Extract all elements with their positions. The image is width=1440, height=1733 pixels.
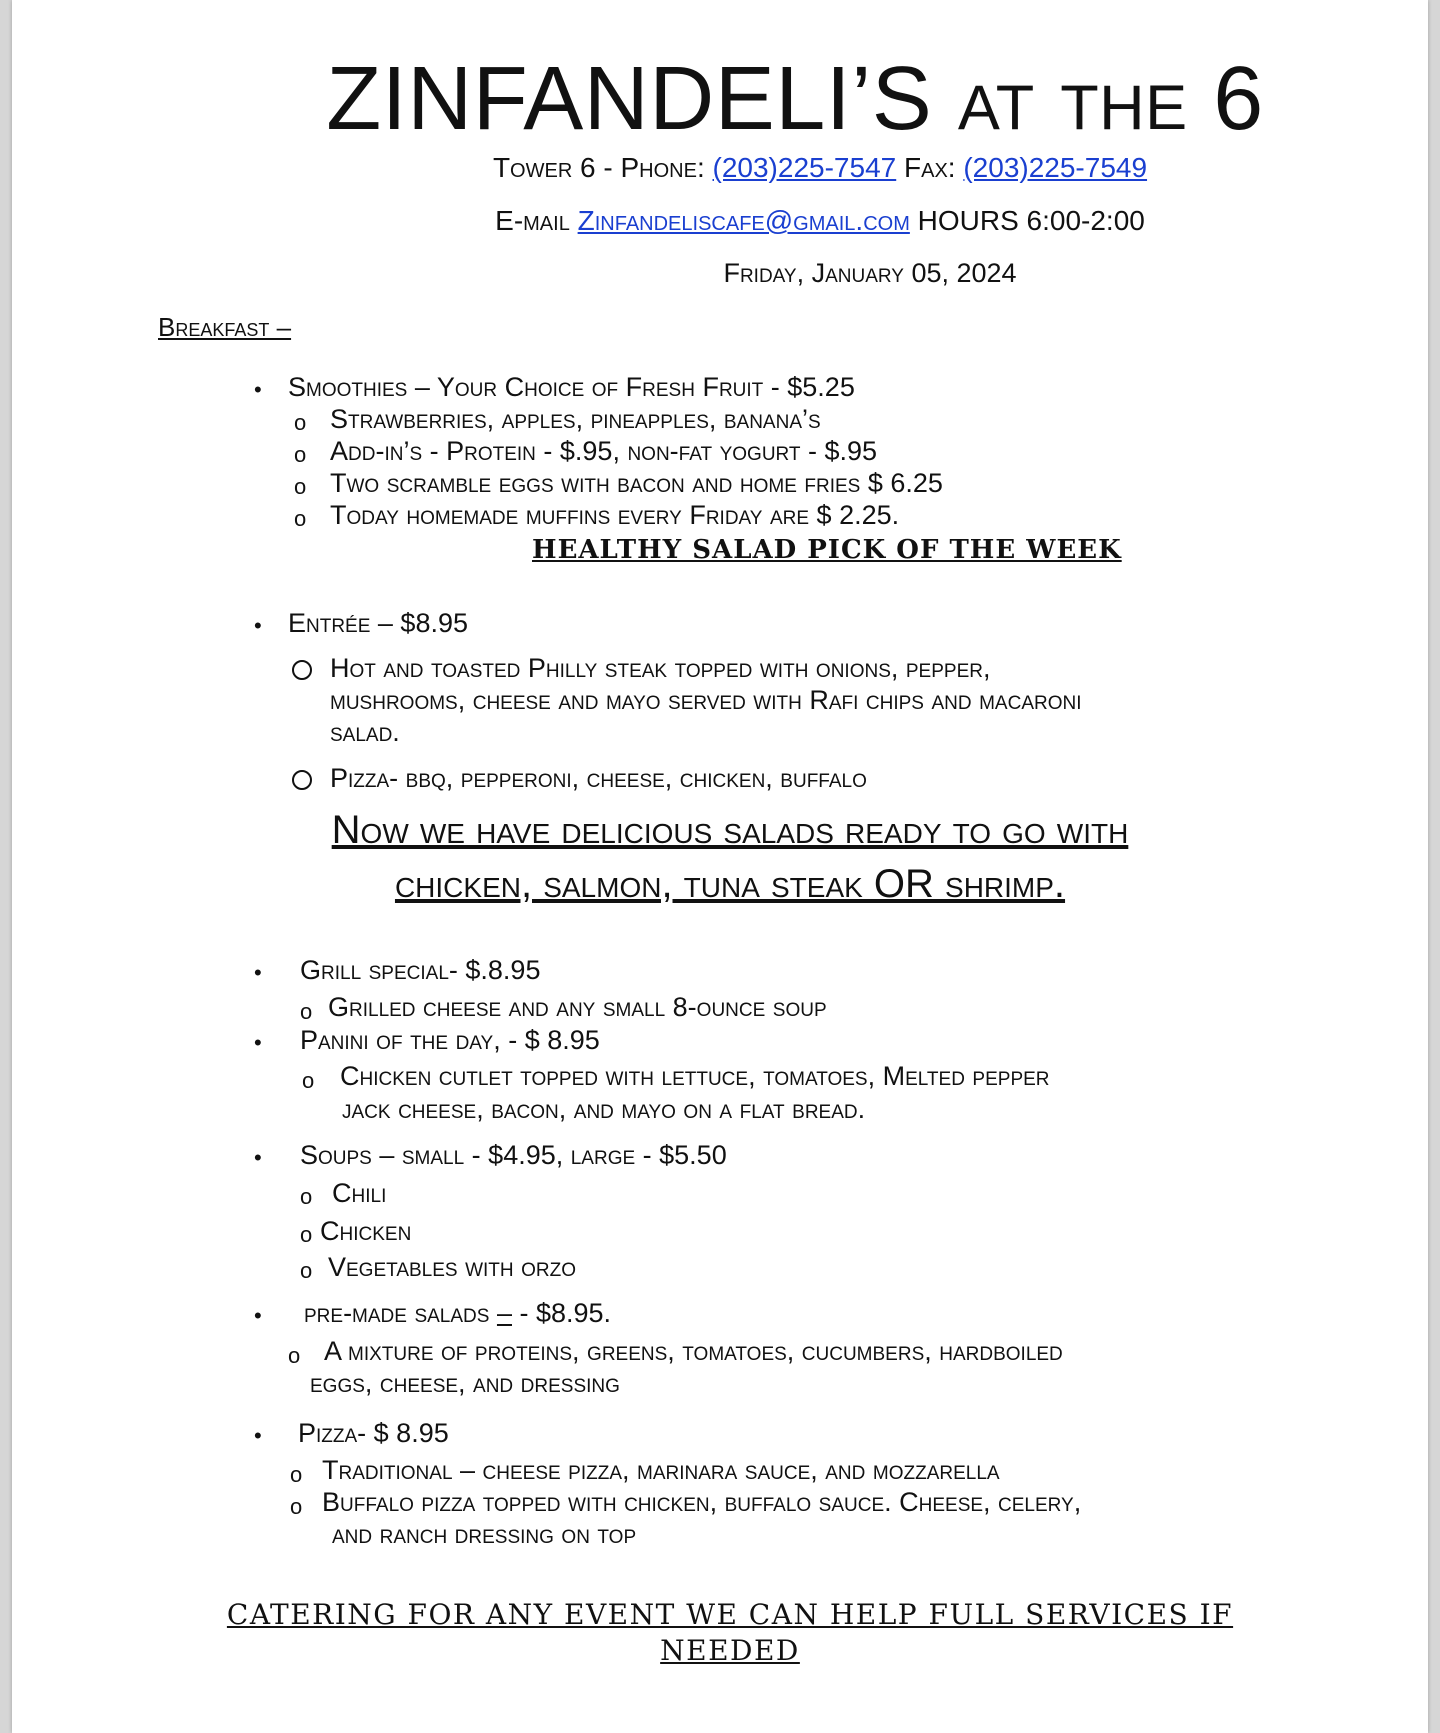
bullet-soups: • [254, 1145, 262, 1170]
circle-bullet: o [294, 442, 307, 467]
panini-sub-line-1: Chicken cutlet topped with lettuce, tomatoes, Melted pepper [340, 1061, 1050, 1091]
soups-item: Soups – small - $4.95, large - $5.50 [300, 1140, 727, 1170]
catering-note: CATERING FOR ANY EVENT WE CAN HELP FULL SERVICES IF NEEDED [226, 1598, 1234, 1668]
bullet-pizza: • [254, 1423, 262, 1448]
grill-sub: Grilled cheese and any small 8-ounce soup [328, 992, 827, 1022]
pizza-buffalo-line-1: Buffalo pizza topped with chicken, buffalo sauce. Cheese, celery, [322, 1487, 1082, 1517]
smoothies-sub-4: Today homemade muffins every Friday are $ 2.25. [330, 500, 900, 530]
smoothies-item: Smoothies – Your Choice of Fresh Fruit - $5.25 [288, 372, 855, 402]
circle-bullet: o [302, 1068, 315, 1093]
email-link[interactable]: Zinfandeliscafe@gmail.com [577, 205, 910, 236]
pizza-item: Pizza- $ 8.95 [298, 1418, 449, 1448]
fax-label: Fax: [904, 152, 956, 183]
panini-sub-line-2: jack cheese, bacon, and mayo on a flat bread. [342, 1094, 866, 1124]
healthy-salad-heading: HEALTHY SALAD PICK OF THE WEEK [532, 535, 1122, 565]
salads-dash: – [496, 1298, 512, 1328]
entree-sub-1-line-3: salad. [330, 717, 400, 747]
salads-banner-line-2: chicken, salmon, tuna steak OR shrimp. [394, 862, 1066, 906]
entree-sub-1-line-2: mushrooms, cheese and mayo served with Rafi chips and macaroni [330, 685, 1082, 715]
circle-bullet: o [294, 410, 307, 435]
smoothies-sub-2: Add-in’s - Protein - $.95, non-fat yogurt - $.95 [330, 436, 878, 466]
grill-item: Grill special- $.8.95 [300, 955, 541, 985]
salads-price: - $8.95. [511, 1298, 612, 1328]
pizza-traditional: Traditional – cheese pizza, marinara sauce, and mozzarella [322, 1455, 1000, 1485]
contact-line [12, 152, 1428, 184]
menu-page [12, 0, 1428, 1733]
entree-sub-2: Pizza- bbq, pepperoni, cheese, chicken, buffalo [330, 763, 867, 793]
circle-bullet: o [300, 1184, 313, 1209]
bullet-grill: • [254, 960, 262, 985]
phone-link[interactable]: (203)225-7547 [712, 152, 897, 183]
soup-vegetables: Vegetables with orzo [328, 1252, 577, 1282]
smoothies-sub-1: Strawberries, apples, pineapples, banana’s [330, 404, 821, 434]
circle-bullet-large [292, 660, 312, 680]
salads-item [304, 1298, 611, 1329]
email-label: E-mail [495, 205, 570, 236]
soup-chili: Chili [332, 1178, 387, 1208]
entree-sub-1-line-1: Hot and toasted Philly steak topped with onions, pepper, [330, 653, 991, 683]
menu-date: Friday, January 05, 2024 [723, 258, 1017, 288]
panini-item: Panini of the day, - $ 8.95 [300, 1025, 600, 1055]
circle-bullet: o [300, 1222, 313, 1247]
bullet-smoothies: • [254, 377, 262, 402]
bullet-entree: • [254, 613, 262, 638]
pizza-buffalo-line-2: and ranch dressing on top [332, 1519, 637, 1549]
circle-bullet: o [300, 999, 313, 1024]
circle-bullet: o [290, 1494, 303, 1519]
salads-sub-line-2: eggs, cheese, and dressing [310, 1368, 620, 1398]
page-title [12, 50, 1428, 149]
soup-chicken: Chicken [320, 1216, 412, 1246]
email-line [12, 205, 1428, 237]
fax-link[interactable]: (203)225-7549 [963, 152, 1148, 183]
salads-banner-line-1: Now we have delicious salads ready to go with [331, 808, 1129, 852]
circle-bullet: o [294, 474, 307, 499]
circle-bullet: o [294, 506, 307, 531]
circle-bullet: o [288, 1343, 301, 1368]
circle-bullet: o [300, 1258, 313, 1283]
hours-text: HOURS 6:00-2:00 [917, 205, 1145, 236]
bullet-salads: • [254, 1303, 262, 1328]
breakfast-heading: Breakfast – [158, 312, 292, 342]
phone-label: Tower 6 - Phone: [492, 152, 705, 183]
circle-bullet-large [292, 770, 312, 790]
salads-label: pre-made salads [304, 1298, 490, 1328]
circle-bullet: o [290, 1462, 303, 1487]
smoothies-sub-3: Two scramble eggs with bacon and home fries $ 6.25 [330, 468, 943, 498]
title-main: ZINFANDELI’S [326, 49, 933, 149]
salads-banner [12, 803, 1428, 911]
salads-sub-line-1: A mixture of proteins, greens, tomatoes, cucumbers, hardboiled [324, 1336, 1063, 1366]
bullet-panini: • [254, 1030, 262, 1055]
entree-item: Entrée – $8.95 [288, 608, 468, 638]
title-sub: at the 6 [957, 49, 1264, 149]
